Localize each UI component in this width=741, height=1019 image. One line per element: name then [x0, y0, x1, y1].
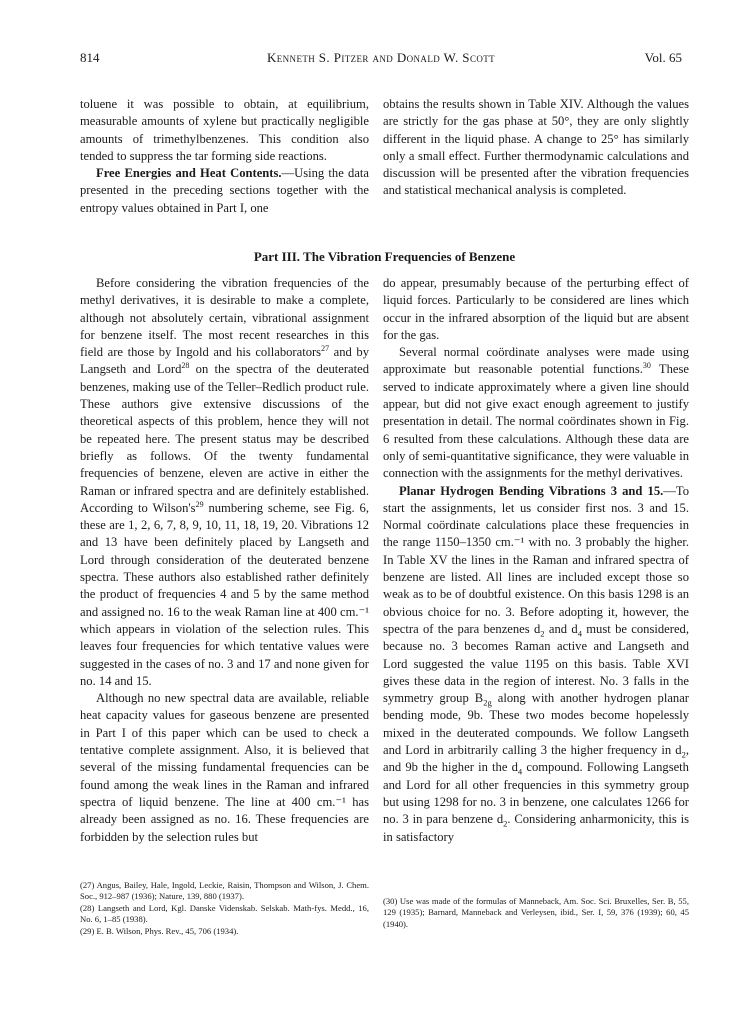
footnote-28: (28) Langseth and Lord, Kgl. Danske Videnskab. Selskab. Math-fys. Medd., 16, No. 6, 1–85 (1938). — [80, 902, 369, 925]
paragraph-do-appear: do appear, presumably because of the perturbing effect of liquid forces. Particularly to be considered are lines which occur in the infrared absorption of the liquid but are absent for the gas. — [383, 276, 689, 342]
paragraph-text: compound. Following Langseth and Lord for all other frequencies in this symmetry group but using 1298 for no. 3 in benzene, one calculates 1266 for no. 3 in para benzene d — [383, 760, 689, 827]
running-head-volume: Vol. 65 — [644, 50, 682, 65]
paragraph-text: —Using the data presented in the preceding sections together with the entropy values obtained in Part I, one — [80, 166, 370, 215]
main-left-column — [80, 275, 369, 846]
paragraph-text: on the spectra of the deuterated benzenes, making use of the Teller–Redlich product rule. These authors give extensive discussions of the theoretical aspects of this problem, hence they will not be repeated here. The present status may be described briefly as follows. Of the twenty fundamental frequencies of benzene, eleven are active in either the Raman or infrared spectra and are definitely established. According to Wilson's — [80, 362, 369, 515]
paragraph-text: and d — [544, 621, 578, 636]
paragraph-table-xiv: obtains the results shown in Table XIV. Although the values are strictly for the gas phase at 50°, they are only slightly different in the liquid phase. A change to 25° has similarly only a small effect. Further thermodynamic calculations and discussion will be presented after the vibration frequencies and statistical mechanical analysis is completed. — [383, 97, 689, 198]
section-heading: Part III. The Vibration Frequencies of Benzene — [253, 249, 516, 264]
subscript: 2 — [503, 818, 508, 829]
footnotes-right — [383, 896, 689, 930]
running-head-authors: Kenneth S. Pitzer and Donald W. Scott — [266, 50, 496, 65]
paragraph-text: These served to indicate approximately where a given line should appear, but did not give exact enough agreement to justify presentation in detail. The normal coördinates shown in Fig. 6 resulted from these calculations. Although these data are only of semi-quantitative significance, they were valuable in connection with the assignments for the methyl derivatives. — [383, 362, 690, 481]
footnote-ref: 29 — [195, 499, 204, 509]
paragraph-text: —To start the assignments, let us consider first nos. 3 and 15. Normal coördinate calculations place these frequencies in the range 1150–1350 cm.⁻¹ with no. 3 probably the higher. In Table XV the lines in the Raman and infrared spectra of benzene are listed. All lines are included except those so weak as to be of doubtful existence. On this basis 1298 is an obvious choice for no. 3. Before adopting it, however, the spectra of the para benzenes d — [383, 483, 689, 636]
run-in-heading-free-energies: Free Energies and Heat Contents. — [96, 166, 282, 181]
page-number: 814 — [80, 50, 100, 65]
footnote-ref: 27 — [321, 344, 330, 353]
paragraph-text: numbering scheme, see Fig. 6, these are 1, 2, 6, 7, 8, 9, 10, 11, 18, 19, 20. Vibrations 12 and 13 have been definitely placed by Langseth and Lord through consideration of the deuterated benzene spectra. These authors also established rather definitely the product of frequencies 4 and 5 by the same method and assigned no. 16 to the weak Raman line at 400 cm.⁻¹ which appears in violation of the selection rules. This leaves four frequencies for which tentative values were suggested in the cases of no. 3 and 17 and none given for no. 14 and 15. — [80, 500, 369, 688]
paragraph-text: and by Langseth and Lord — [80, 345, 370, 377]
subscript: 2g — [483, 697, 492, 708]
footnote-30: (30) Use was made of the formulas of Manneback, Am. Soc. Sci. Bruxelles, Ser. B, 55, 129 (1935); Barnard, Manneback and Verleysen, ibid., Ser. I, 59, 376 (1939); 60, 45 (1940). — [383, 896, 689, 929]
footnote-ref: 28 — [181, 361, 190, 371]
running-head — [80, 50, 682, 72]
footnote-27: (27) Angus, Bailey, Hale, Ingold, Leckie, Raisin, Thompson and Wilson, J. Chem. Soc., 912–987 (1936); Nature, 139, 880 (1937). — [80, 880, 369, 902]
top-left-column — [80, 96, 369, 217]
paragraph-text: , and 9b the higher in the d — [383, 743, 689, 775]
paragraph-normal-coordinate — [383, 344, 689, 482]
paragraph-text: Before considering the vibration frequencies of the methyl derivatives, it is desirable to make a complete, although not absolutely certain, vibrational assignment for benzene itself. The most recent researches in this field are those by Ingold and his collaborators — [80, 276, 369, 360]
footnote-29: (29) E. B. Wilson, Phys. Rev., 45, 706 (1934). — [80, 925, 239, 936]
run-in-heading-planar-hydrogen: Planar Hydrogen Bending Vibrations 3 and 15. — [399, 483, 664, 498]
paragraph-text: . Considering anharmonicity, this is in satisfactory — [383, 812, 690, 844]
top-right-column — [383, 96, 689, 200]
paragraph-although: Although no new spectral data are available, reliable heat capacity values for gaseous benzene are presented in Part I of this paper which can be used to check a tentative complete assignment. Also, it is believed that several of the missing fundamental frequencies can be found among the weak lines in the Raman and infrared spectra of liquid benzene. The line at 400 cm.⁻¹ has already been assigned as no. 16. These frequencies are forbidden by the selection rules but — [80, 691, 369, 844]
paragraph-text: along with another hydrogen planar bending mode, 9b. These two modes become hopelessly mixed in the deuterated compounds. We follow Langseth and Lord in arbitrarily calling 3 the higher frequency in d — [383, 691, 689, 758]
paragraph-text: must be considered, because no. 3 becomes Raman active and Langseth and Lord suggested the value 1195 on this basis. Table XVI gives these data in the region of interest. No. 3 falls in the symmetry group B — [383, 621, 689, 706]
paragraph-text: Several normal coördinate analyses were made using approximate but reasonable potential functions. — [383, 345, 689, 377]
paragraph-before-considering — [80, 275, 369, 690]
paragraph-planar-hydrogen — [383, 483, 689, 846]
footnote-ref: 30 — [642, 361, 651, 371]
main-right-column — [383, 275, 689, 846]
subscript: 2 — [681, 749, 686, 760]
footnotes-left — [80, 880, 369, 937]
subscript: 4 — [517, 766, 523, 777]
subscript: 2 — [540, 628, 545, 639]
paragraph-toluene: toluene it was possible to obtain, at equilibrium, measurable amounts of xylene but practically negligible amounts of trimethylbenzenes. This condition also tended to suppress the tar forming side reactions. — [80, 97, 369, 163]
paragraph-free-energies — [80, 165, 369, 217]
subscript: 4 — [577, 628, 582, 639]
